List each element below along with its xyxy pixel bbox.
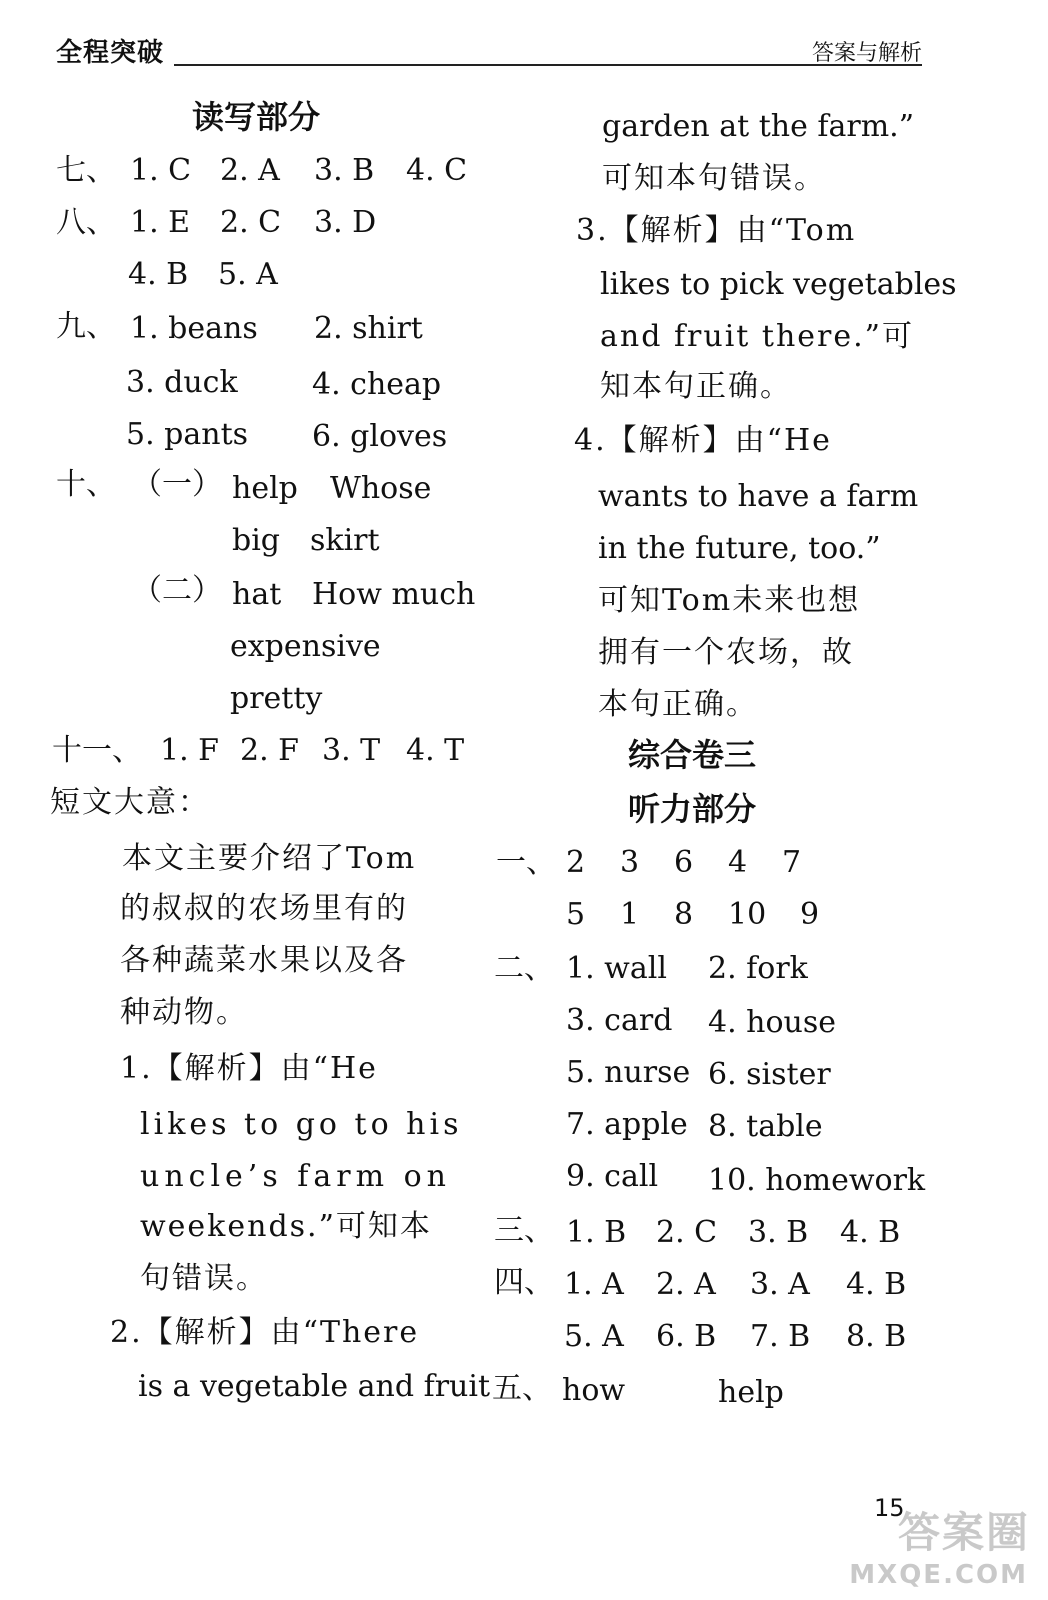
summary-line-4: 种动物。 (120, 995, 248, 1030)
explanation-4-line-4: 可知Tom未来也想 (598, 583, 861, 618)
explanation-2-line-3: garden at the farm.” (602, 109, 915, 144)
q1-order-7: 1 (620, 897, 640, 932)
q4-answer-5: 5. A (564, 1319, 624, 1354)
heading-listening: 听力部分 (628, 790, 757, 828)
explanation-2-line-4: 可知本句错误。 (602, 161, 826, 196)
q8-number: 八、 (56, 205, 116, 240)
q10-part2-answer-1: hat (232, 577, 282, 612)
heading-reading-writing: 读写部分 (192, 98, 321, 136)
explanation-3-line-4: 知本句正确。 (600, 369, 792, 404)
q10-part1-answer-1: help (232, 471, 298, 506)
q1-order-1: 2 (566, 845, 586, 880)
q4-answer-8: 8. B (846, 1319, 907, 1354)
q11-answer-1: 1. F (160, 733, 219, 768)
explanation-3-line-2: likes to pick vegetables (600, 267, 957, 302)
summary-line-3: 各种蔬菜水果以及各 (120, 943, 408, 978)
explanation-2-line-1: 2.【解析】由“There (110, 1315, 420, 1350)
q10-part2-answer-3: expensive (230, 629, 381, 664)
q3-answer-2: 2. C (656, 1215, 718, 1250)
q1-order-8: 8 (674, 897, 694, 932)
explanation-1-line-3: uncle’s farm on (140, 1159, 451, 1194)
q8-answer-5: 5. A (218, 257, 278, 292)
explanation-2-line-2: is a vegetable and fruit (138, 1369, 491, 1404)
q9-answer-2: 2. shirt (314, 311, 423, 346)
q2-answer-2: 2. fork (708, 951, 808, 986)
q4-answer-3: 3. A (750, 1267, 810, 1302)
q1-order-10: 9 (800, 897, 820, 932)
q9-answer-3: 3. duck (126, 365, 238, 400)
q9-answer-6: 6. gloves (312, 419, 448, 454)
q4-number: 四、 (494, 1265, 554, 1300)
q2-answer-10: 10. homework (708, 1163, 926, 1198)
q2-number: 二、 (494, 951, 554, 986)
q10-part1-answer-4: skirt (310, 523, 380, 558)
q7-answer-4: 4. C (406, 153, 468, 188)
site-watermark (830, 1500, 1030, 1590)
explanation-1-line-4: weekends.”可知本 (140, 1209, 432, 1244)
q5-answer-2: help (718, 1375, 784, 1410)
watermark-logo-text: 答案圈 (897, 1508, 1030, 1557)
q7-answer-2: 2. A (220, 153, 280, 188)
q8-answer-1: 1. E (130, 205, 191, 240)
q7-answer-3: 3. B (314, 153, 375, 188)
q3-number: 三、 (494, 1213, 554, 1248)
q11-answer-4: 4. T (406, 733, 465, 768)
q10-part1-label: （一） (132, 467, 222, 502)
explanation-3-line-3: and fruit there.”可 (600, 319, 914, 354)
q10-part2-answer-4: pretty (230, 681, 323, 716)
summary-label: 短文大意： (50, 785, 210, 820)
q7-number: 七、 (56, 153, 116, 188)
q2-answer-4: 4. house (708, 1005, 837, 1040)
summary-line-1: 本文主要介绍了Tom (122, 841, 417, 876)
explanation-4-line-1: 4.【解析】由“He (574, 423, 832, 458)
q2-answer-3: 3. card (566, 1003, 673, 1038)
watermark-url: MXQE.COM (849, 1560, 1028, 1590)
q1-order-9: 10 (728, 897, 767, 932)
q10-part2-answer-2: How much (312, 577, 476, 612)
explanation-4-line-2: wants to have a farm (598, 479, 919, 514)
explanation-4-line-6: 本句正确。 (598, 687, 758, 722)
q2-answer-8: 8. table (708, 1109, 823, 1144)
q3-answer-3: 3. B (748, 1215, 809, 1250)
q2-answer-1: 1. wall (566, 951, 667, 986)
explanation-1-line-2: likes to go to his (140, 1107, 463, 1142)
q9-answer-1: 1. beans (130, 311, 258, 346)
q1-order-6: 5 (566, 897, 586, 932)
q9-answer-4: 4. cheap (312, 367, 442, 402)
page-header (56, 28, 922, 72)
page-number: 15 (874, 1494, 905, 1522)
q2-answer-7: 7. apple (566, 1107, 688, 1142)
q10-part2-label: （二） (132, 573, 222, 608)
q1-order-5: 7 (782, 845, 802, 880)
q3-answer-1: 1. B (566, 1215, 627, 1250)
q4-answer-2: 2. A (656, 1267, 716, 1302)
q4-answer-4: 4. B (846, 1267, 907, 1302)
section-title: 答案与解析 (811, 41, 922, 66)
explanation-1-line-5: 句错误。 (140, 1261, 268, 1296)
q10-part1-answer-3: big (232, 523, 281, 558)
q5-number: 五、 (492, 1371, 552, 1406)
q4-answer-7: 7. B (750, 1319, 811, 1354)
q11-answer-2: 2. F (240, 733, 299, 768)
q2-answer-5: 5. nurse (566, 1055, 691, 1090)
heading-test-3: 综合卷三 (628, 736, 757, 774)
q1-order-4: 4 (728, 845, 748, 880)
q9-answer-5: 5. pants (126, 417, 249, 452)
q11-answer-3: 3. T (322, 733, 381, 768)
q10-number: 十、 (56, 467, 116, 502)
summary-line-2: 的叔叔的农场里有的 (120, 891, 408, 926)
q2-answer-9: 9. call (566, 1159, 659, 1194)
q4-answer-6: 6. B (656, 1319, 717, 1354)
header-rule (174, 64, 922, 66)
q8-answer-4: 4. B (128, 257, 189, 292)
q4-answer-1: 1. A (564, 1267, 624, 1302)
q11-number: 十一、 (52, 733, 142, 768)
explanation-1-line-1: 1.【解析】由“He (120, 1051, 378, 1086)
q2-answer-6: 6. sister (708, 1057, 831, 1092)
q7-answer-1: 1. C (130, 153, 192, 188)
explanation-3-line-1: 3.【解析】由“Tom (576, 213, 857, 248)
q3-answer-4: 4. B (840, 1215, 901, 1250)
explanation-4-line-3: in the future, too.” (598, 531, 881, 566)
book-logo: 全程突破 (56, 38, 165, 68)
q5-answer-1: how (562, 1373, 626, 1408)
explanation-4-line-5: 拥有一个农场，故 (598, 635, 854, 670)
q10-part1-answer-2: Whose (330, 471, 432, 506)
q1-number: 一、 (496, 845, 556, 880)
q1-order-3: 6 (674, 845, 694, 880)
q9-number: 九、 (56, 309, 116, 344)
q1-order-2: 3 (620, 845, 640, 880)
q8-answer-3: 3. D (314, 205, 377, 240)
q8-answer-2: 2. C (220, 205, 282, 240)
